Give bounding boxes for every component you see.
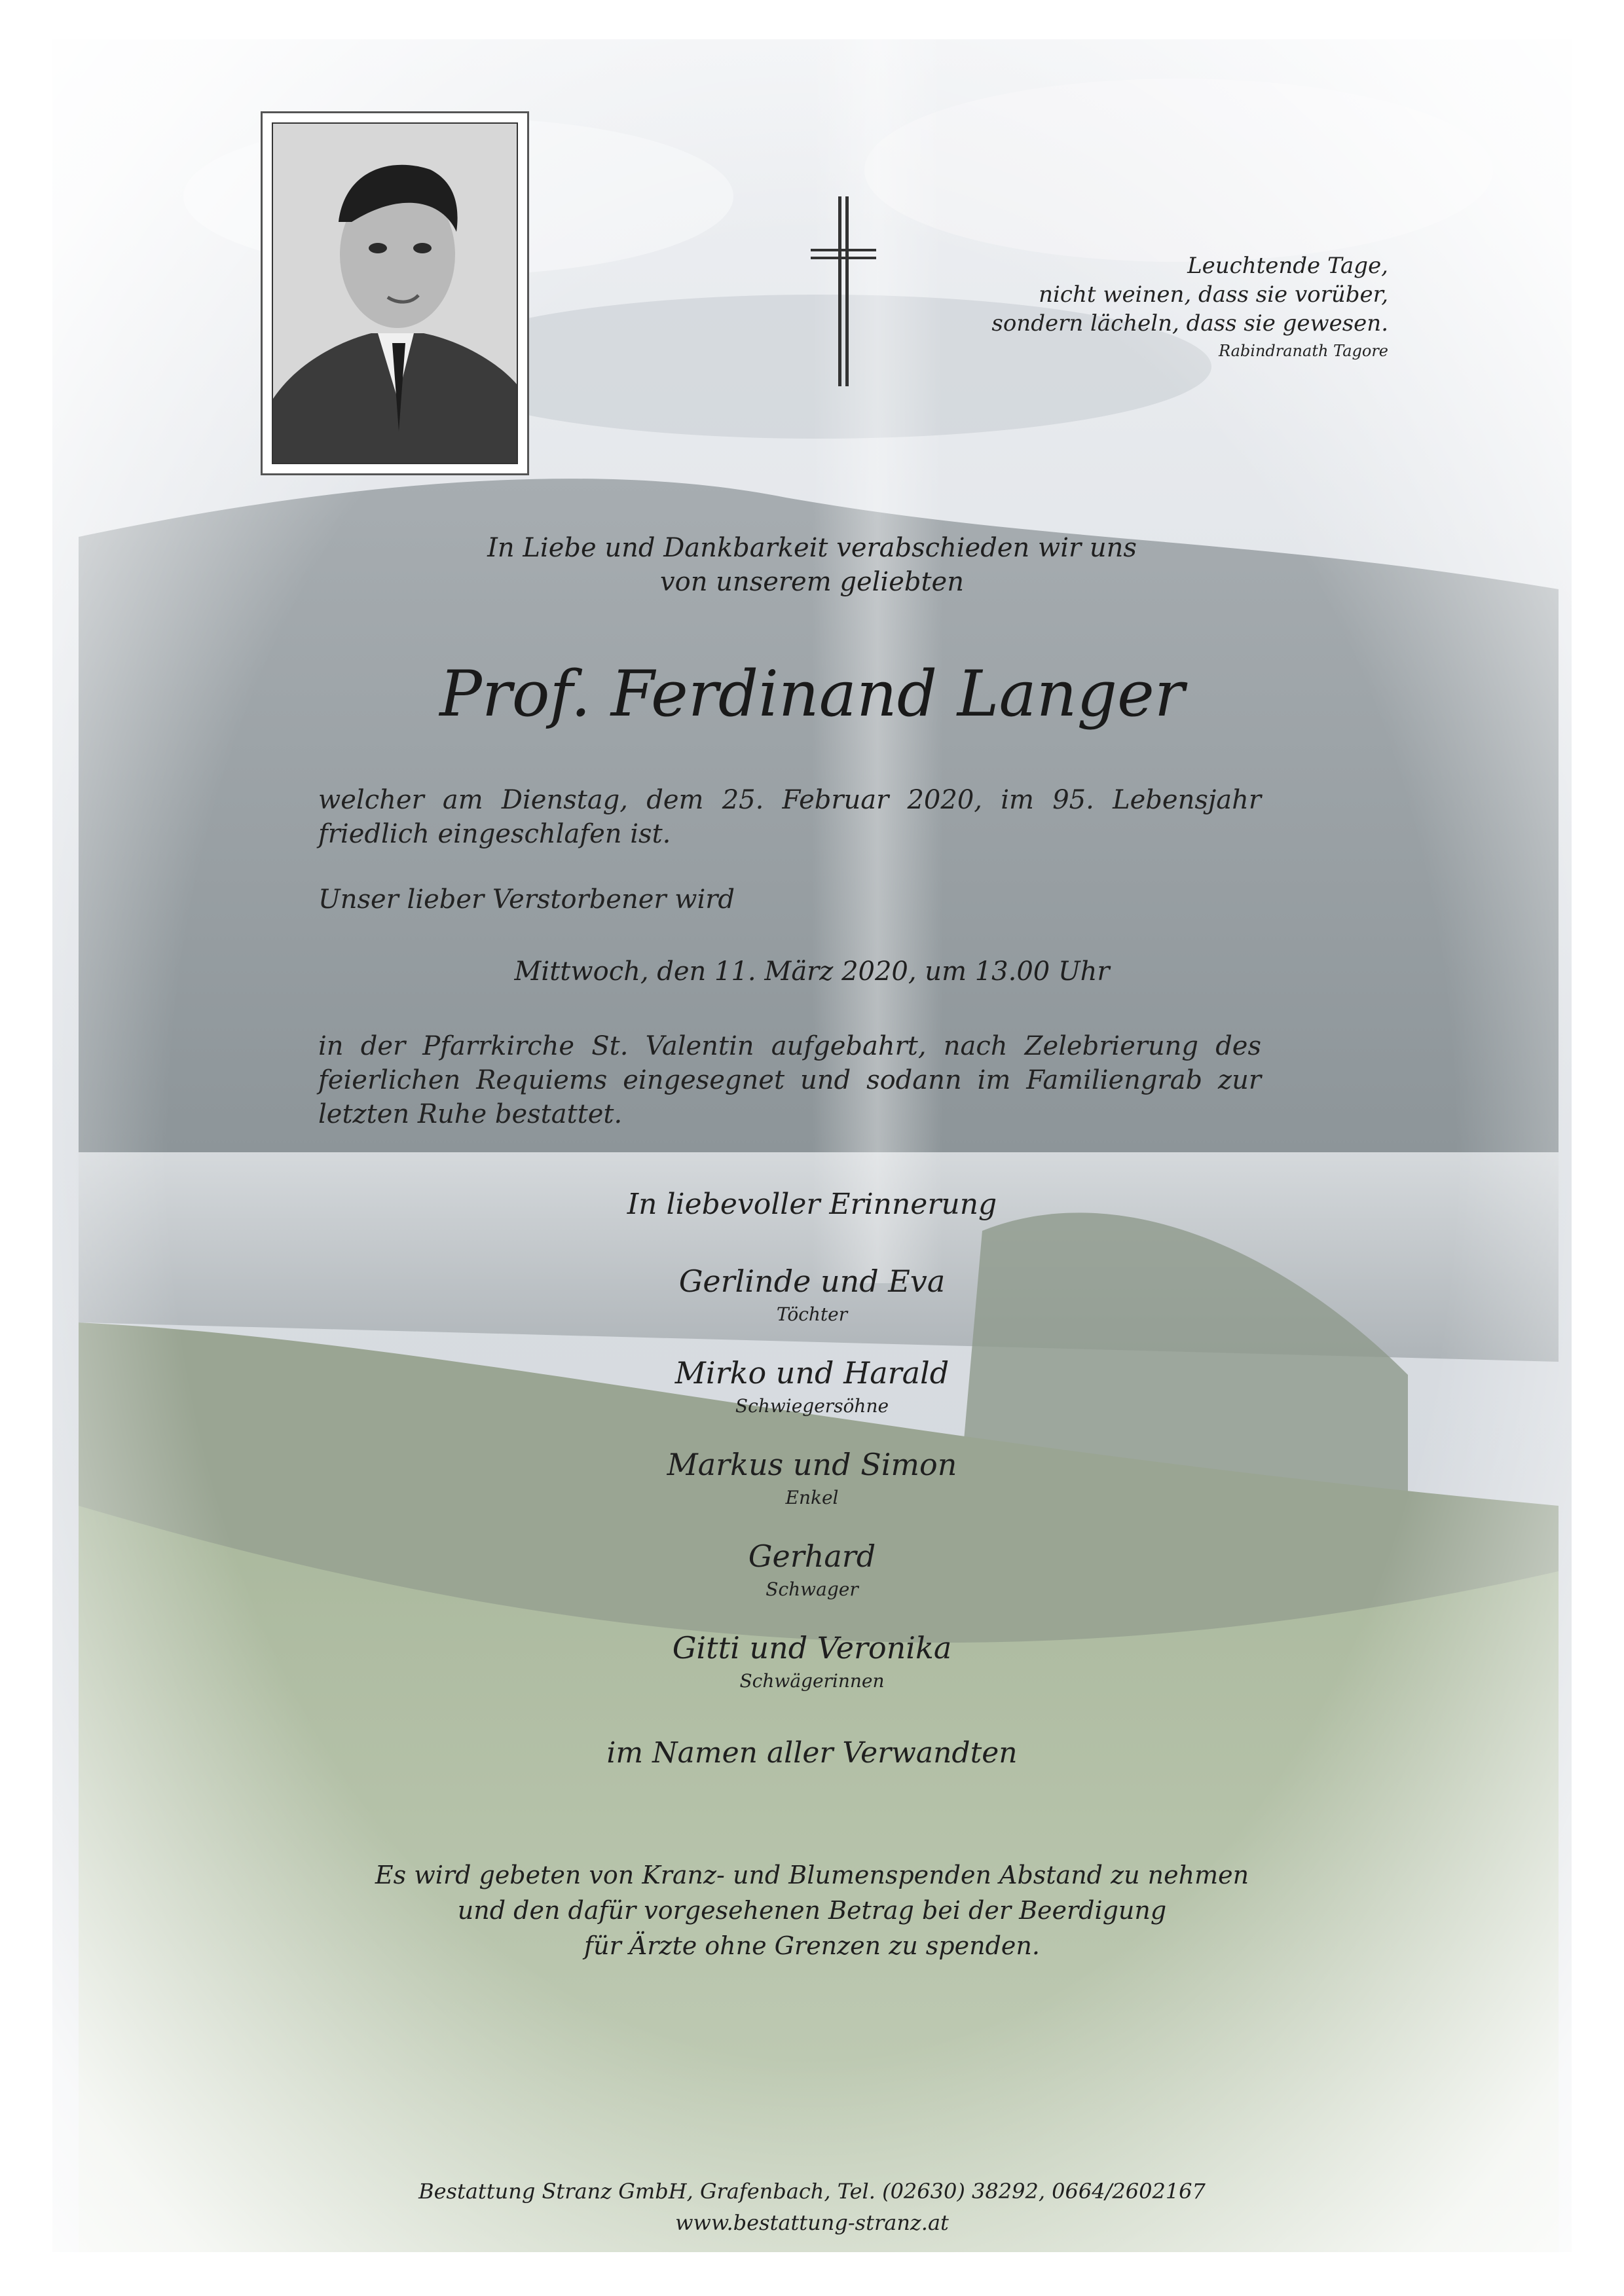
funeral-details: in der Pfarrkirche St. Valentin aufgebahrt, nach Zelebrierung des feierlichen Requiems eingesegnet und sodann im Familiengrab zur letzten Ruhe bestattet.	[318, 1031, 1261, 1129]
quote-author: Rabindranath Tagore	[1218, 342, 1388, 360]
quote-line: Leuchtende Tage,	[1187, 253, 1388, 279]
quote-line: sondern lächeln, dass sie gewesen.	[991, 310, 1388, 337]
remembrance-heading: In liebevoller Erinnerung	[627, 1188, 997, 1221]
portrait-photo-icon	[273, 124, 518, 464]
mourner-relation: Schwager	[766, 1578, 858, 1600]
donation-note-line: und den dafür vorgesehenen Betrag bei der Beerdigung	[457, 1896, 1167, 1925]
intro-line: von unserem geliebten	[660, 567, 964, 597]
portrait-frame	[261, 111, 529, 475]
mourner-relation: Töchter	[776, 1303, 848, 1325]
mourner-names: Gitti und Veronika	[672, 1630, 952, 1666]
mourner-relation: Enkel	[785, 1487, 839, 1508]
quote-block	[930, 251, 1388, 364]
funeral-intro: Unser lieber Verstorbener wird	[318, 884, 735, 915]
intro-line: In Liebe und Dankbarkeit verabschieden wir uns	[487, 533, 1137, 563]
mourner-names: Markus und Simon	[667, 1447, 957, 1482]
deceased-name: Prof. Ferdinand Langer	[439, 657, 1185, 731]
relatives-line: im Namen aller Verwandten	[606, 1736, 1018, 1770]
donation-note-line: für Ärzte ohne Grenzen zu spenden.	[584, 1931, 1040, 1960]
mourner-names: Gerlinde und Eva	[678, 1264, 946, 1299]
cross-icon	[811, 196, 876, 393]
donation-note-line: Es wird gebeten von Kranz- und Blumenspenden Abstand zu nehmen	[375, 1861, 1249, 1889]
footer-website: www.bestattung-stranz.at	[675, 2210, 949, 2235]
footer-company: Bestattung Stranz GmbH, Grafenbach, Tel. (02630) 38292, 0664/2602167	[418, 2179, 1206, 2204]
mourner-relation: Schwiegersöhne	[735, 1395, 889, 1417]
mourner-names: Mirko und Harald	[674, 1355, 950, 1391]
death-notice: welcher am Dienstag, dem 25. Februar 2020, im 95. Lebensjahr friedlich eingeschlafen ist.	[318, 785, 1261, 849]
mourner-relation: Schwägerinnen	[739, 1670, 885, 1692]
mourner-names: Gerhard	[748, 1539, 876, 1574]
funeral-date: Mittwoch, den 11. März 2020, um 13.00 Uhr	[514, 957, 1110, 987]
quote-line: nicht weinen, dass sie vorüber,	[1039, 282, 1388, 308]
portrait-photo	[272, 122, 518, 464]
